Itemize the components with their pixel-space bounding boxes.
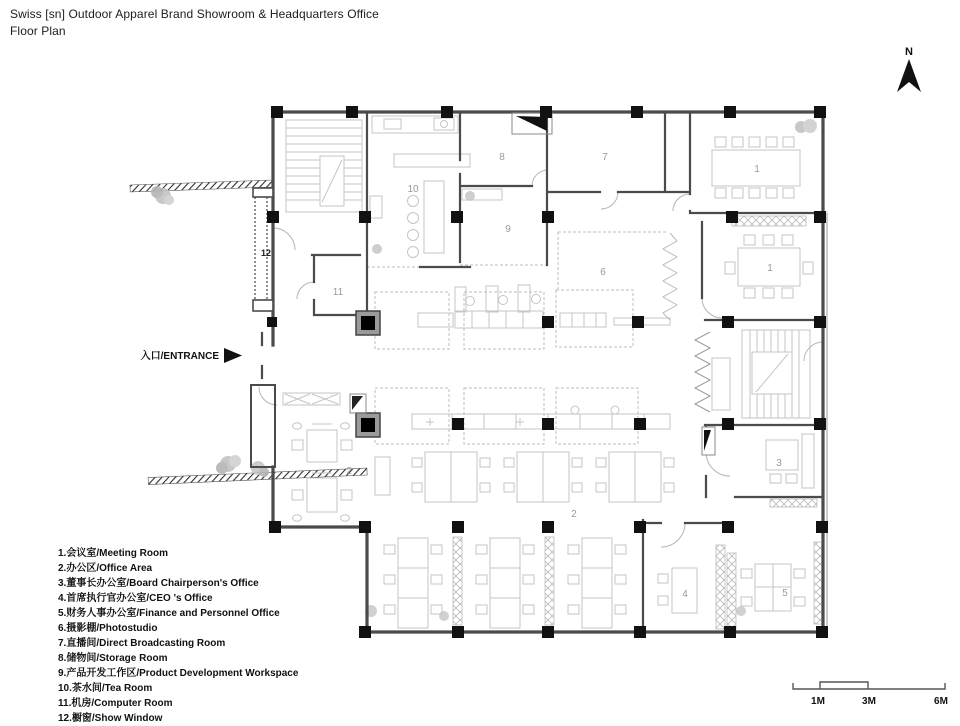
entrance-arrow-icon [224,348,242,363]
entrance-annotation [141,348,242,363]
wardrobe [712,358,730,410]
scale-label-6m: 6M [934,696,948,707]
site-hatched-walls [130,180,367,485]
room-label-photostudio: 6 [600,267,606,278]
plant-icon [736,606,746,616]
room-label-storage: 8 [499,152,505,163]
north-arrow-icon [897,59,921,92]
legend-item: 1.会议室/Meeting Room [58,548,169,559]
legend-item: 5.财务人事办公室/Finance and Personnel Office [58,608,280,619]
room-label-board-office: 3 [776,458,782,469]
office-5-furniture [741,564,805,611]
room-label-broadcasting: 7 [602,152,608,163]
room-label-ceo-office: 4 [682,589,688,600]
room-label-office-open: 2 [571,509,577,520]
title-line1: Swiss [sn] Outdoor Apparel Brand Showroom & Headquarters Office [10,7,379,21]
plant-icon [372,244,382,254]
legend-item: 9.产品开发工作区/Product Development Workspace [58,668,299,679]
staircase-northwest [286,120,362,212]
entrance-vestibule [251,385,275,467]
north-arrow [897,46,921,92]
staircase-east [742,330,810,418]
north-label: N [905,46,913,58]
room-label-tea-room: 10 [407,184,419,195]
legend-item: 10.茶水间/Tea Room [58,683,153,694]
display-wedge [350,394,366,413]
scale-label-1m: 1M [811,696,825,707]
desk-cluster [412,452,490,502]
photostudio-curtain [663,233,677,320]
dashed-zones [367,232,668,444]
room-label-office-lounge: 2 [346,466,352,477]
legend-item: 11.机房/Computer Room [58,698,173,709]
desk-row [384,538,442,628]
plant-icon [795,119,817,133]
closet-zigzag [695,332,710,412]
shaft [356,311,380,335]
legend-item: 3.董事长办公室/Board Chairperson's Office [58,578,259,589]
title-line2: Floor Plan [10,24,66,38]
lounge-furniture [283,393,390,521]
inner-walls [262,112,823,632]
room-label-product-dev: 9 [505,224,511,235]
desk-row [476,538,534,628]
room-label-computer-room: 11 [332,287,344,298]
desk-cluster [504,452,582,502]
room-label-show-window: 12 [260,248,272,258]
plant-icon [216,455,241,474]
room-label-meeting-room-2: 1 [767,263,773,274]
desk-cluster [596,452,674,502]
shaft [356,413,380,437]
legend-item: 12.橱窗/Show Window [58,713,163,724]
plant-icon [439,611,449,621]
legend-item: 4.首席执行官办公室/CEO 's Office [58,593,213,604]
office-3-furniture [766,434,814,488]
legend-item: 7.直播间/Direct Broadcasting Room [58,638,226,649]
room-label-meeting-room: 1 [754,164,760,175]
legend [58,546,298,726]
room-label-finance-office: 5 [782,588,788,599]
display-fixtures-row2 [412,406,670,429]
scale-label-3m: 3M [862,696,876,707]
legend-item: 2.办公区/Office Area [58,563,153,574]
desk-row [568,538,626,628]
office-4-furniture [658,568,697,613]
tea-room-fixtures [370,116,470,258]
legend-item: 8.储物间/Storage Room [58,653,168,664]
dark-elements [350,113,715,455]
legend-item: 6.摄影棚/Photostudio [58,623,158,634]
entrance-label: 入口/ENTRANCE [140,351,219,362]
door-leaf [702,427,715,455]
scale-bar [793,682,948,707]
